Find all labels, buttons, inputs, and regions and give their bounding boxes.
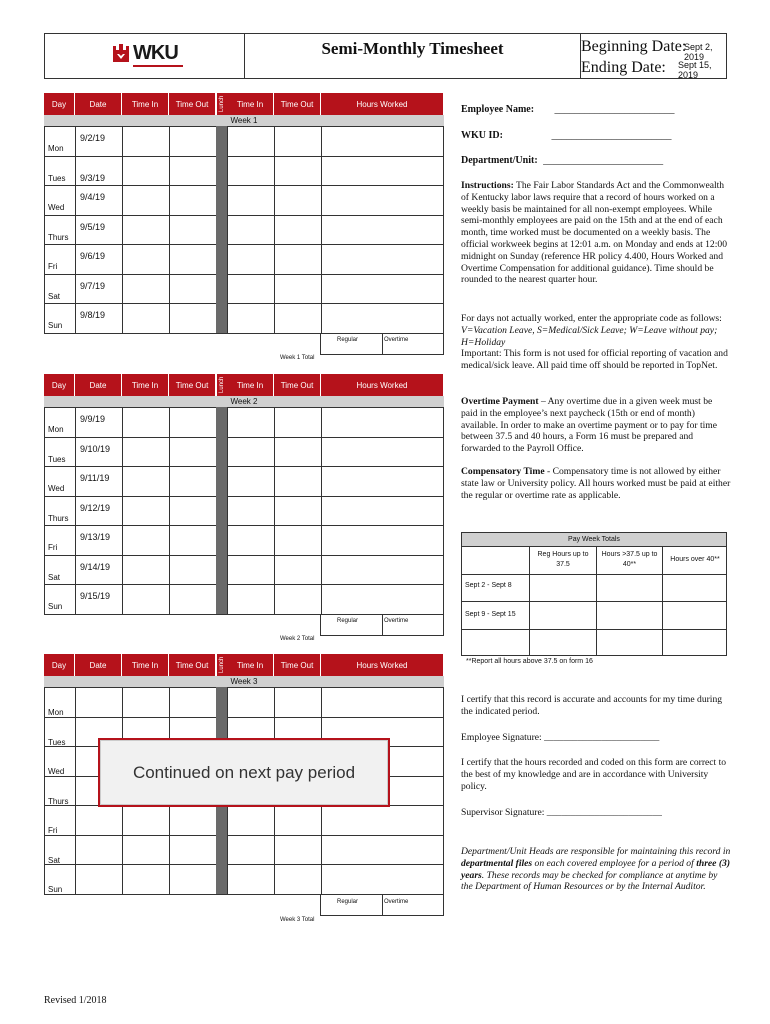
retention-bold1: departmental files	[461, 857, 533, 869]
date-range	[581, 34, 728, 78]
week-label: Week 3	[44, 676, 444, 687]
employee-certification: I certify that this record is accurate and accounts for my time during the indicated period.	[461, 694, 723, 717]
day-name: Wed	[48, 484, 65, 493]
date-value: 9/11/19	[80, 473, 110, 483]
column-header: Lunch	[216, 374, 227, 396]
lunch-column-shade	[216, 407, 227, 614]
wku-id-label: WKU ID:	[461, 130, 503, 141]
instructions-paragraph	[461, 180, 731, 286]
department-label: Department/Unit:	[461, 155, 538, 166]
pwt-row-label: Sept 9 - Sept 15	[465, 611, 516, 618]
column-header: Time In	[122, 654, 169, 676]
logo-text: WKU	[133, 42, 178, 64]
day-name: Sat	[48, 572, 61, 582]
column-header: Time In	[227, 93, 274, 115]
title-cell	[245, 34, 581, 78]
comp-time-heading: Compensatory Time	[461, 466, 545, 477]
column-header: Hours Worked	[321, 654, 444, 676]
column-header: Lunch	[216, 654, 227, 676]
day-name: Tues	[48, 737, 66, 747]
revision-note: Revised 1/2018	[44, 995, 107, 1006]
column-header: Time In	[227, 654, 274, 676]
column-header: Time In	[227, 374, 274, 396]
table-row[interactable]	[45, 127, 444, 157]
overtime-label: Overtime	[384, 337, 409, 343]
date-value: 9/15/19	[80, 591, 111, 601]
column-header: Time Out	[169, 93, 216, 115]
pwt-col-reg: Reg Hours up to 37.5	[537, 551, 589, 568]
continued-notice: Continued on next pay period	[98, 738, 390, 807]
instructions-text: The Fair Labor Standards Act and the Commonwealth of Kentucky labor laws require that a record of hours worked on a weekly basis be maintained for all non-exempt employees. While semi-monthly employees are paid on the 15th and at the end of each month, time worked must be documented on a weekly basis. The official workweek begins at 12:01 a.m. on Monday and ends at 12:00 midnight on Sunday (reference HR policy 4.400, Hours Worked and Overtime Compensation for additional guidance). Time should be rounded to the nearest quarter hour.	[461, 180, 727, 286]
table-row[interactable]	[45, 216, 444, 246]
column-header: Lunch	[216, 93, 227, 115]
day-name: Tues	[48, 454, 66, 464]
overtime-paragraph	[461, 396, 731, 455]
date-value: 9/8/19	[80, 310, 106, 320]
wku-flag-icon	[111, 42, 131, 64]
week-total-label: Week 1 Total	[280, 355, 315, 361]
column-header: Hours Worked	[321, 93, 444, 115]
retention-part2: on each covered employee for a period of	[532, 857, 697, 869]
retention-part3: . These records may be checked for compliance at anytime by the Department of Human Resources or by the Internal Auditor.	[461, 869, 718, 893]
day-name: Fri	[48, 826, 58, 835]
day-name: Fri	[48, 262, 58, 271]
comp-time-text: - Compensatory time is not allowed by either state law or University policy. All hours worked must be paid at either the regular or overtime rate as applicable.	[461, 466, 731, 501]
table-row[interactable]	[45, 585, 444, 615]
pay-week-note: **Report all hours above 37.5 on form 16	[466, 658, 593, 665]
table-row[interactable]	[45, 304, 444, 334]
column-header: Time In	[122, 93, 169, 115]
column-header: Date	[75, 374, 122, 396]
column-header: Time In	[122, 374, 169, 396]
column-header: Date	[75, 654, 122, 676]
table-row[interactable]	[45, 157, 444, 187]
table-row[interactable]	[45, 688, 444, 718]
column-header: Date	[75, 93, 122, 115]
retention-part1: Department/Unit Heads are responsible for maintaining this record in	[461, 846, 731, 857]
important-note: Important: This form is not used for official reporting of vacation and medical/sick leave. All paid time off should be reported in TopNet.	[461, 348, 728, 372]
column-header: Time Out	[274, 374, 321, 396]
column-header: Time Out	[274, 93, 321, 115]
day-name: Sun	[48, 321, 63, 330]
overtime-text: – Any overtime due in a given week must be paid in the employee’s next paycheck (15th or end of month) available. In order to make an overtime payment or to pay for time between 37.5 and 40 hours, a Form 16 must be prepared and forwarded to the Payroll Office.	[461, 396, 718, 455]
date-value: 9/14/19	[80, 561, 111, 572]
pay-week-totals-title: Pay Week Totals	[462, 533, 726, 546]
table-row[interactable]	[45, 245, 444, 275]
day-name: Thurs	[48, 796, 69, 806]
pwt-col-over40: Hours over 40**	[670, 556, 720, 563]
date-value: 9/13/19	[80, 532, 111, 542]
wku-id-field[interactable]: ________________________	[551, 130, 672, 141]
table-row[interactable]	[45, 865, 444, 895]
column-header: Hours Worked	[321, 374, 444, 396]
overtime-label: Overtime	[384, 618, 409, 624]
department-row	[461, 155, 663, 167]
week-total-label: Week 3 Total	[280, 917, 315, 923]
day-name: Tues	[48, 173, 66, 183]
table-row[interactable]	[45, 275, 444, 305]
beginning-date-value[interactable]: Sept 2, 2019	[684, 42, 713, 62]
supervisor-certification: I certify that the hours recorded and coded on this form are correct to the best of my knowledge and are in accordance with University policy.	[461, 757, 727, 792]
table-row[interactable]	[45, 526, 444, 556]
day-name: Thurs	[48, 513, 69, 523]
instructions-heading: Instructions:	[461, 180, 514, 191]
date-value: 9/7/19	[80, 280, 106, 291]
column-header: Time Out	[169, 654, 216, 676]
employee-name-field[interactable]: ________________________	[554, 104, 675, 115]
retention-bold2: three (3) years	[461, 857, 731, 881]
leave-codes-intro: For days not actually worked, enter the appropriate code as follows:	[461, 313, 722, 324]
week-rows	[44, 126, 444, 334]
ending-date-label: Ending Date:	[581, 59, 666, 76]
column-header: Time Out	[274, 654, 321, 676]
comp-time-paragraph	[461, 466, 731, 501]
week-total-label: Week 2 Total	[280, 636, 315, 642]
table-row[interactable]	[45, 467, 444, 497]
column-header: Time Out	[169, 374, 216, 396]
table-row[interactable]	[45, 556, 444, 586]
column-header: Day	[44, 93, 75, 115]
employee-name-row	[461, 104, 675, 116]
employee-signature-line[interactable]: Employee Signature: ________________________	[461, 732, 660, 743]
date-value: 9/4/19	[80, 192, 106, 202]
beginning-date-label: Beginning Date:	[581, 38, 687, 55]
logo-cell	[45, 34, 245, 78]
table-row[interactable]	[45, 408, 444, 438]
table-row[interactable]	[45, 836, 444, 866]
day-name: Wed	[48, 203, 65, 212]
regular-label: Regular	[337, 337, 359, 343]
day-name: Thurs	[48, 232, 69, 242]
pwt-row-label: Sept 2 - Sept 8	[465, 582, 512, 589]
overtime-heading: Overtime Payment	[461, 396, 539, 407]
leave-codes: V=Vacation Leave, S=Medical/Sick Leave; W=Leave without pay; H=Holiday	[461, 324, 718, 348]
date-value: 9/2/19	[80, 133, 106, 143]
day-name: Wed	[48, 767, 65, 776]
day-name: Sat	[48, 855, 61, 865]
column-header: Day	[44, 654, 75, 676]
day-name: Sun	[48, 602, 63, 611]
day-name: Mon	[48, 708, 64, 717]
day-name: Mon	[48, 425, 64, 434]
ending-date-value[interactable]: Sept 15, 2019	[678, 60, 712, 80]
form-header	[44, 33, 727, 79]
department-field[interactable]: ________________________	[543, 155, 664, 166]
date-value: 9/6/19	[80, 251, 106, 261]
page-title: Semi-Monthly Timesheet	[321, 39, 504, 58]
regular-label: Regular	[337, 899, 359, 905]
employee-name-label: Employee Name:	[461, 104, 535, 115]
wku-id-row	[461, 130, 671, 142]
table-row[interactable]	[45, 438, 444, 468]
regular-label: Regular	[337, 618, 359, 624]
overtime-label: Overtime	[384, 899, 409, 905]
date-value: 9/10/19	[80, 443, 111, 454]
week-table	[44, 374, 444, 644]
date-value: 9/12/19	[80, 502, 111, 513]
leave-codes-paragraph	[461, 313, 731, 372]
day-name: Sat	[48, 291, 61, 301]
table-row[interactable]	[45, 497, 444, 527]
lunch-column-shade	[216, 126, 227, 333]
date-value: 9/9/19	[80, 414, 106, 424]
retention-paragraph	[461, 846, 731, 893]
week-label: Week 2	[44, 396, 444, 407]
day-name: Sun	[48, 885, 63, 894]
logo-underline	[133, 65, 183, 67]
table-row[interactable]	[45, 186, 444, 216]
date-value: 9/5/19	[80, 221, 106, 232]
date-value: 9/3/19	[80, 172, 106, 183]
column-header: Day	[44, 374, 75, 396]
table-row[interactable]	[45, 806, 444, 836]
week-label: Week 1	[44, 115, 444, 126]
week-rows	[44, 407, 444, 615]
day-name: Fri	[48, 543, 58, 552]
day-name: Mon	[48, 144, 64, 153]
pwt-col-37-40: Hours >37.5 up to 40**	[601, 551, 658, 568]
pay-week-totals-table	[461, 532, 727, 656]
week-table	[44, 93, 444, 363]
supervisor-signature-line[interactable]: Supervisor Signature: ________________________	[461, 807, 662, 818]
